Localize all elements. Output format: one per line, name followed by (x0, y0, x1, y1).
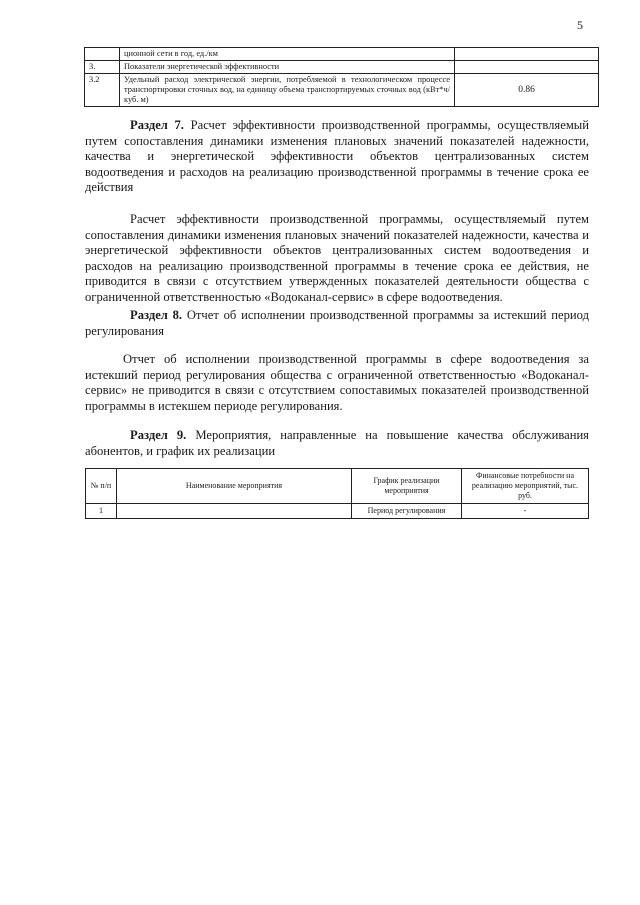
row-number: 3.2 (85, 74, 120, 107)
cell-finance: - (462, 504, 589, 519)
section-8-label: Раздел 8. (130, 308, 183, 322)
section-9-label: Раздел 9. (130, 428, 187, 442)
table-row (85, 74, 599, 107)
table-row (85, 61, 599, 74)
table-row (85, 48, 599, 61)
section-9-heading (85, 428, 589, 459)
section-7-body: Расчет эффективности производственной программы, осуществляемый путем сопоставления динамики изменения плановых значений показателей надежности, качества и энергетической эффективности объектов централизованных систем водоотведения и расходов на реализацию производственной программы в течение срока ее действия, не приводится в связи с отсутствием утвержденных показателей деятельности общества с ограниченной ответственностью «Водоканал-сервис» в сфере водоотведения. (85, 212, 589, 304)
row-text: Удельный расход электрической энергии, потребляемой в технологическом процессе транспортировки сточных вод, на единицу объема транспортируемых сточных вод (кВт*ч/ куб. м) (120, 74, 455, 107)
page-number: 5 (577, 18, 583, 32)
row-text: Показатели энергетической эффективности (120, 61, 455, 74)
row-value (455, 48, 599, 61)
header-name: Наименование мероприятия (117, 469, 352, 504)
table-header-row (86, 469, 589, 504)
section-7-title: Расчет эффективности производственной программы, осуществляемый путем сопоставления динамики изменения плановых значений показателей надежности, качества и энергетической эффективности объектов централизованных систем водоотведения и расходов на реализацию производственной программы в течение срока ее действия (85, 118, 589, 194)
table-row (86, 504, 589, 519)
section-8-title: Отчет об исполнении производственной программы за истекший период регулирования (85, 308, 589, 338)
row-number: 3. (85, 61, 120, 74)
row-text: ционной сети в год, ед./км (120, 48, 455, 61)
row-value: 0.86 (455, 74, 599, 107)
section-8-body: Отчет об исполнении производственной программы в сфере водоотведения за истекший период регулирования общества с ограниченной ответственностью «Водоканал-сервис» не приводится в связи с отсутствием сопоставимых показателей производственной программы в истекшем периоде регулирования. (85, 352, 589, 413)
row-number (85, 48, 120, 61)
section-8-heading (85, 308, 589, 339)
indicators-table (84, 47, 599, 107)
cell-name (117, 504, 352, 519)
cell-number: 1 (86, 504, 117, 519)
section-7-heading (85, 118, 589, 196)
header-finance: Финансовые потребности на реализацию мероприятий, тыс. руб. (462, 469, 589, 504)
row-value (455, 61, 599, 74)
measures-table (85, 468, 589, 519)
header-number: № п/п (86, 469, 117, 504)
cell-schedule: Период регулирования (352, 504, 462, 519)
header-schedule: График реализации мероприятия (352, 469, 462, 504)
section-7-label: Раздел 7. (130, 118, 184, 132)
section-9-title: Мероприятия, направленные на повышение качества обслуживания абонентов, и график их реализации (85, 428, 589, 458)
